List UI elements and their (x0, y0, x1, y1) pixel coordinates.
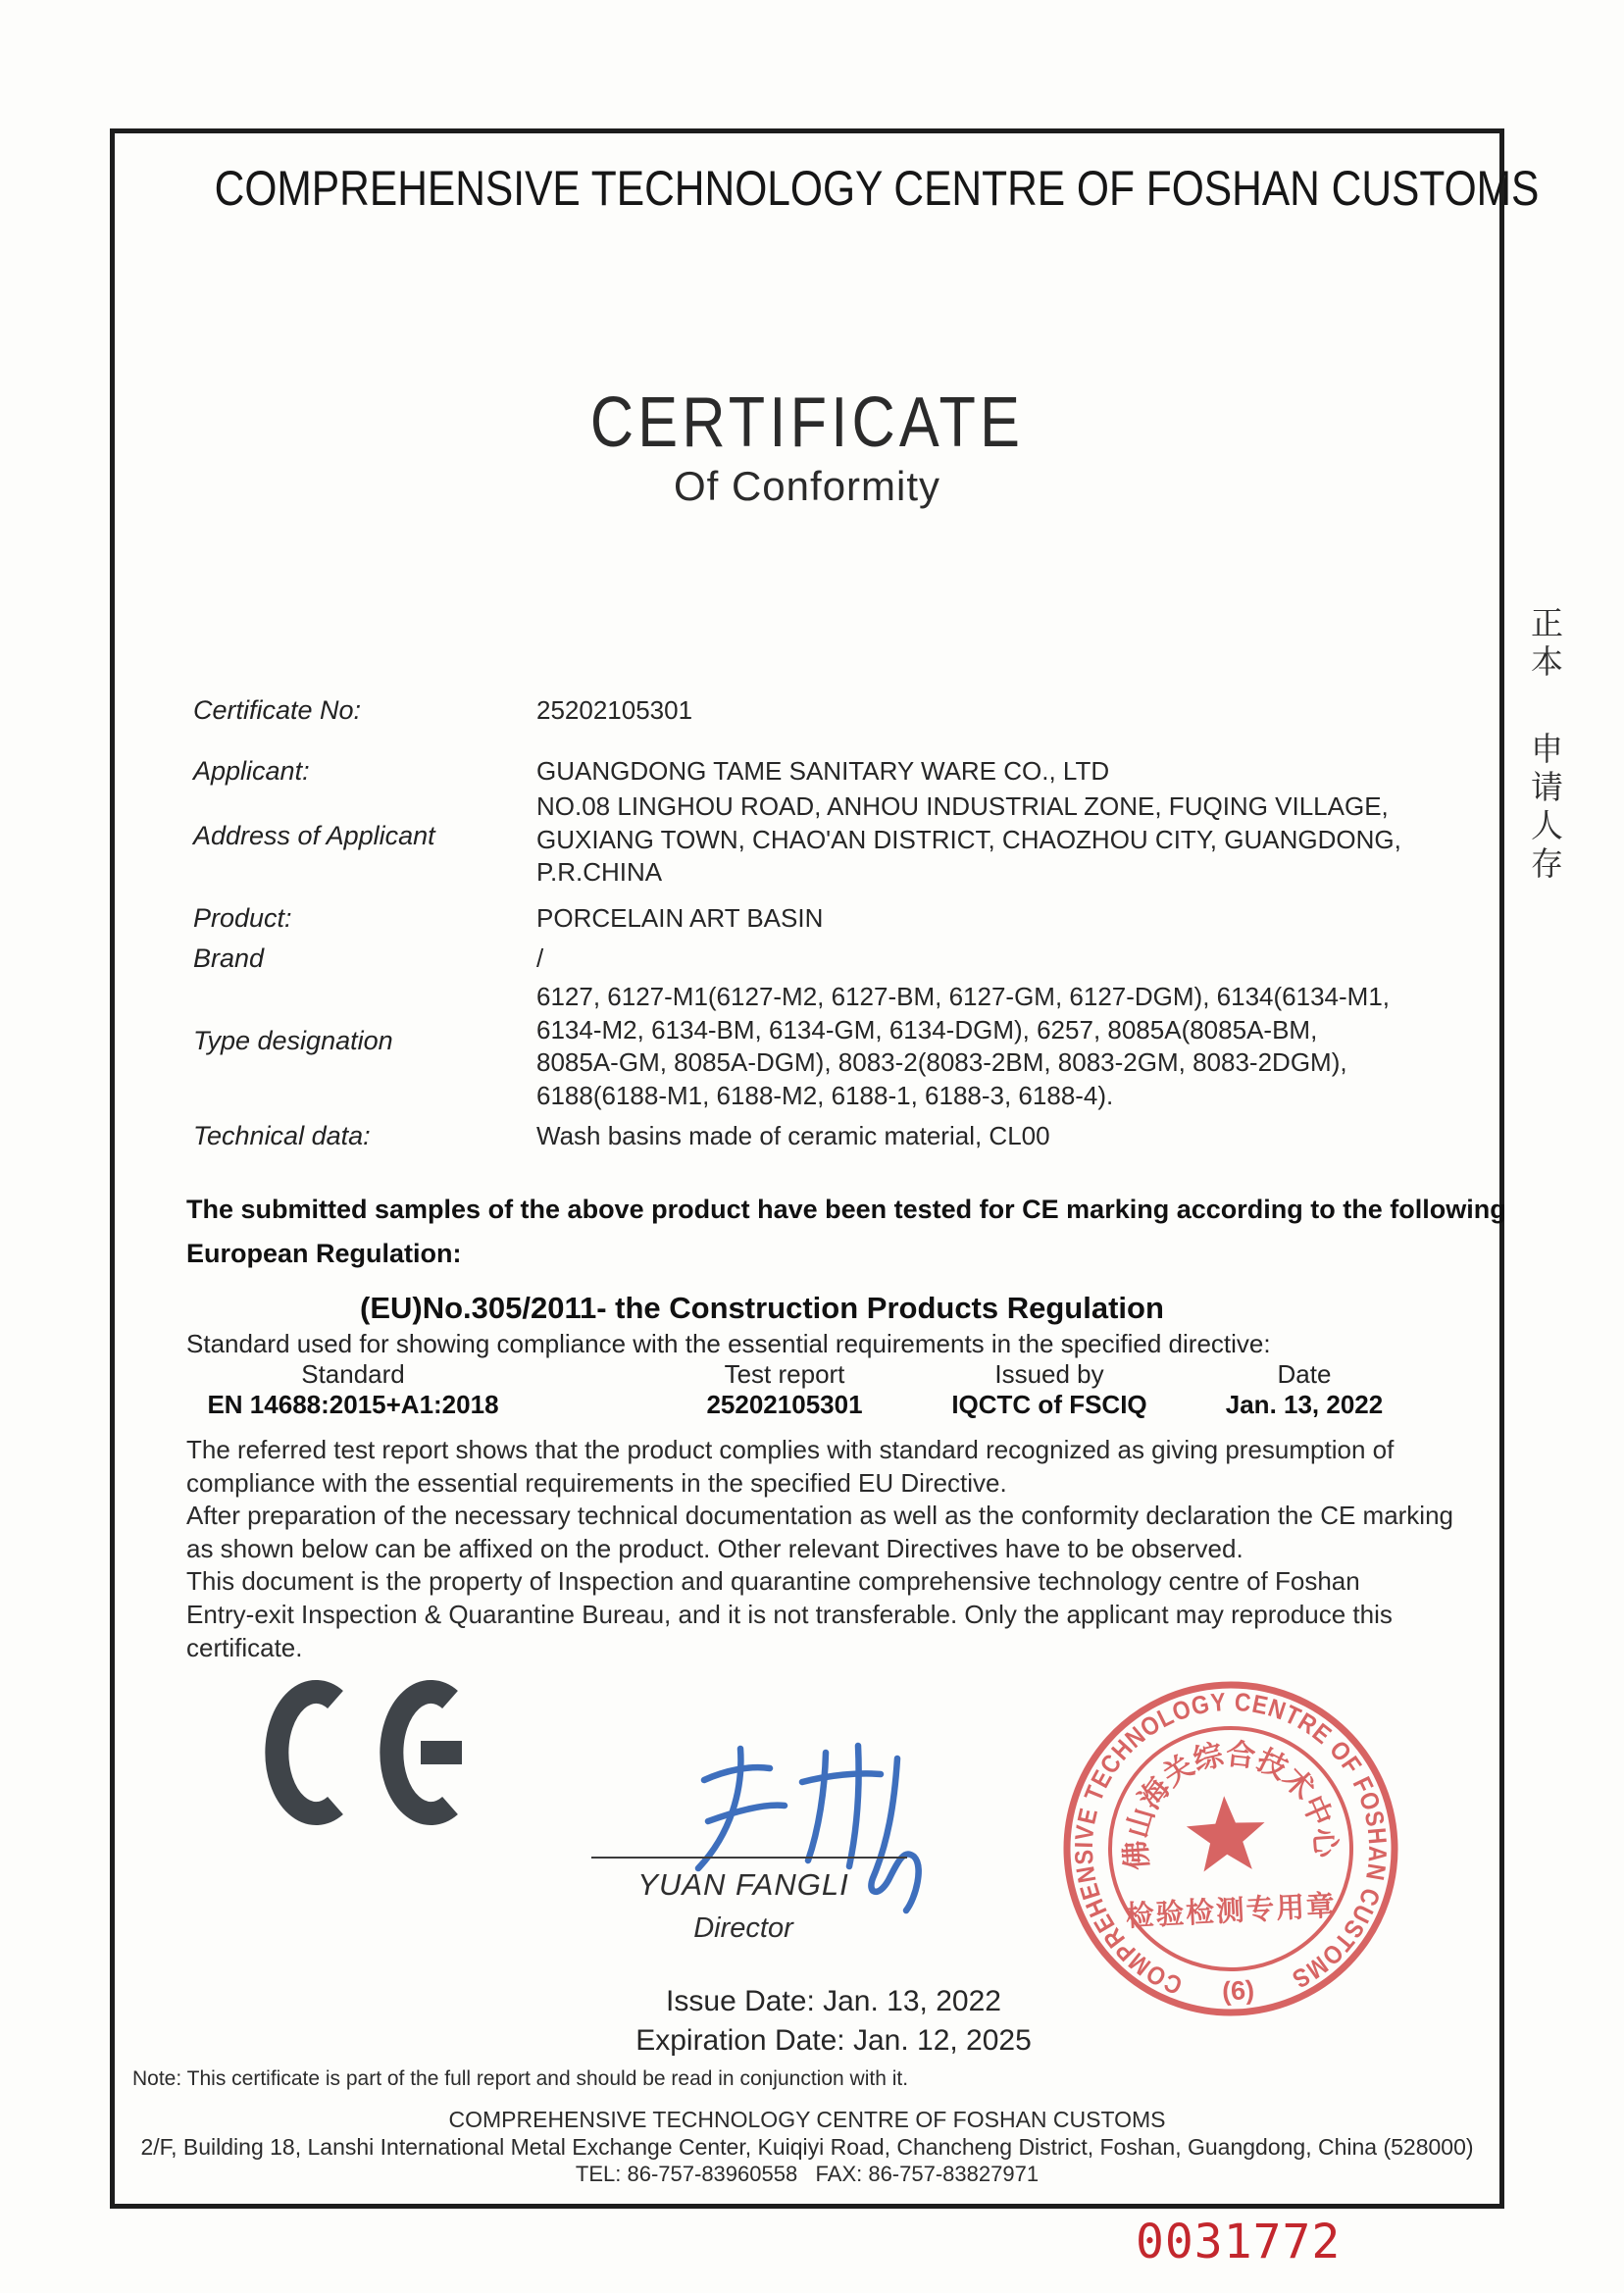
brand-label: Brand (193, 943, 265, 973)
footer-tel-fax: TEL: 86-757-83960558 FAX: 86-757-83827971 (575, 2162, 1040, 2186)
body-line: The referred test report shows that the product complies with standard recognized as giving presumption of (186, 1435, 1395, 1464)
signature-rule (591, 1857, 907, 1859)
address-line: NO.08 LINGHOU ROAD, ANHOU INDUSTRIAL ZONE, FUQING VILLAGE, (536, 791, 1389, 821)
type-designation-line: 8085A-GM, 8085A-DGM), 8083-2(8083-2BM, 8083-2GM, 8083-2DGM), (536, 1047, 1347, 1077)
official-round-stamp (1054, 1672, 1407, 2025)
body-line: After preparation of the necessary technical documentation as well as the conformity declaration the CE marking (186, 1501, 1454, 1531)
standard-intro-text: Standard used for showing compliance with the essential requirements in the specified directive: (186, 1329, 1271, 1358)
product-value: PORCELAIN ART BASIN (536, 903, 824, 933)
certificate-subtitle: Of Conformity (673, 463, 941, 509)
type-designation-line: 6127, 6127-M1(6127-M2, 6127-BM, 6127-GM, 6127-DGM), 6134(6134-M1, (536, 982, 1390, 1011)
issue-date-line: Issue Date: Jan. 13, 2022 (666, 1985, 1001, 2017)
issuer-name-heading: COMPREHENSIVE TECHNOLOGY CENTRE OF FOSHAN CUSTOMS (214, 161, 1540, 216)
stamp-star-icon (1185, 1794, 1267, 1872)
body-line: as shown below can be affixed on the product. Other relevant Directives have to be observed. (186, 1533, 1243, 1563)
stamp-ring-number: (6) (1221, 1974, 1255, 2007)
address-line: GUXIANG TOWN, CHAO'AN DISTRICT, CHAOZHOU CITY, GUANGDONG, (536, 824, 1401, 854)
ce-mark-icon (262, 1674, 487, 1831)
footer-address: 2/F, Building 18, Lanshi International Metal Exchange Center, Kuiqiyi Road, Chancheng District, Foshan, Guangdong, China (528000) (140, 2134, 1474, 2160)
declaration-intro-line: European Regulation: (186, 1239, 462, 1268)
side-marginalia-original: 正本 (1526, 606, 1564, 683)
technical-data-value: Wash basins made of ceramic material, CL00 (536, 1121, 1050, 1150)
table-header-test-report: Test report (724, 1359, 845, 1389)
type-designation-value (536, 981, 1390, 1112)
signatory-name: YUAN FANGLI (637, 1867, 849, 1902)
type-designation-label: Type designation (193, 1026, 393, 1055)
table-cell-issued-by: IQCTC of FSCIQ (951, 1390, 1147, 1419)
applicant-label: Applicant: (193, 756, 310, 786)
expiration-date-line: Expiration Date: Jan. 12, 2025 (635, 2024, 1032, 2057)
certificate-no-label: Certificate No: (193, 695, 362, 725)
ce-letter-c (277, 1692, 335, 1813)
body-line: This document is the property of Inspection and quarantine comprehensive technology centre of Foshan (186, 1566, 1360, 1597)
address-value (536, 790, 1401, 890)
regulation-title: (EU)No.305/2011- the Construction Products Regulation (360, 1291, 1164, 1325)
table-header-issued-by: Issued by (994, 1359, 1104, 1389)
side-marginalia-applicant-copy: 申请人存 (1526, 732, 1564, 885)
address-label: Address of Applicant (193, 821, 435, 850)
footer-org-name: COMPREHENSIVE TECHNOLOGY CENTRE OF FOSHAN CUSTOMS (448, 2107, 1166, 2132)
applicant-value: GUANGDONG TAME SANITARY WARE CO., LTD (536, 756, 1110, 786)
product-label: Product: (193, 903, 292, 933)
certificate-no-value: 25202105301 (536, 695, 693, 725)
technical-data-label: Technical data: (193, 1121, 371, 1150)
brand-value: / (536, 943, 544, 973)
table-header-date: Date (1277, 1359, 1332, 1389)
note-line: Note: This certificate is part of the full report and should be read in conjunction with it. (132, 2067, 909, 2090)
table-cell-standard: EN 14688:2015+A1:2018 (207, 1390, 499, 1419)
body-line: certificate. (186, 1632, 303, 1662)
stamp-ring-text: COMPREHENSIVE TECHNOLOGY CENTRE OF FOSHAN CUSTOMS (1068, 1686, 1394, 2002)
stamp-chinese-arc-text: 佛山海关综合技术中心 (1119, 1737, 1343, 1871)
serial-number-stamp: 0031772 (1136, 2215, 1342, 2269)
certificate-title: CERTIFICATE (589, 383, 1025, 462)
body-paragraphs (186, 1434, 1453, 1664)
address-line: P.R.CHINA (536, 857, 663, 887)
signatory-title: Director (693, 1912, 793, 1944)
declaration-intro-line: The submitted samples of the above product have been tested for CE marking according to the following (186, 1195, 1506, 1224)
stamp-chinese-line-text: 检验检测专用章 (1125, 1888, 1340, 1933)
body-line: compliance with the essential requirements in the specified EU Directive. (186, 1467, 1007, 1498)
table-cell-test-report: 25202105301 (706, 1390, 863, 1419)
body-line: Entry-exit Inspection & Quarantine Bureau, and it is not transferable. Only the applicant may reproduce this (186, 1599, 1393, 1629)
table-header-standard: Standard (301, 1359, 405, 1389)
type-designation-line: 6188(6188-M1, 6188-M2, 6188-1, 6188-3, 6188-4). (536, 1080, 1114, 1110)
type-designation-line: 6134-M2, 6134-BM, 6134-GM, 6134-DGM), 6257, 8085A(8085A-BM, (536, 1014, 1318, 1045)
signature-handwriting (657, 1731, 990, 1942)
table-cell-date: Jan. 13, 2022 (1225, 1390, 1384, 1419)
